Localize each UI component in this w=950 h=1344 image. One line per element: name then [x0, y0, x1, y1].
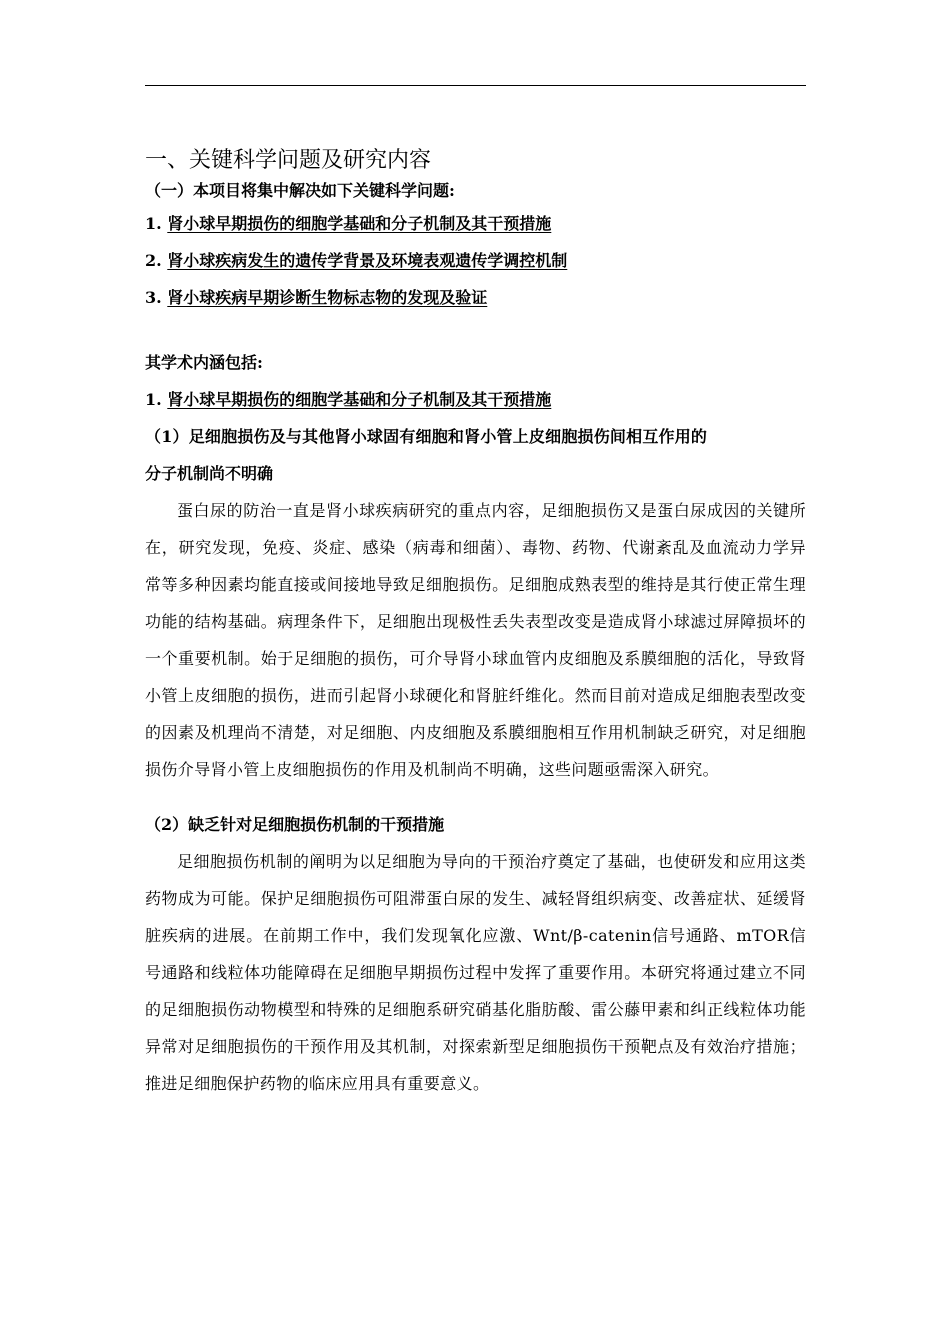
- key-question-1: 1. 肾小球早期损伤的细胞学基础和分子机制及其干预措施: [145, 214, 552, 233]
- connotation-item-1: 1. 肾小球早期损伤的细胞学基础和分子机制及其干预措施: [145, 390, 552, 409]
- document-body: [145, 146, 806, 1102]
- key-question-3: 3. 肾小球疾病早期诊断生物标志物的发现及验证: [145, 288, 488, 307]
- subsection-1-title-line1: （1）足细胞损伤及与其他肾小球固有细胞和肾小管上皮细胞损伤间相互作用的: [145, 427, 708, 446]
- key-questions-subheading: （一）本项目将集中解决如下关键科学问题:: [145, 181, 455, 200]
- subsection-2-paragraph: 足细胞损伤机制的阐明为以足细胞为导向的干预治疗奠定了基础，也使研发和应用这类药物成为可能。保护足细胞损伤可阻滞蛋白尿的发生、减轻肾组织病变、改善症状、延缓肾脏疾病的进展。在前期工作中，我们发现氧化应激、Wnt/β-catenin信号通路、mTOR信号通路和线粒体功能障碍在足细胞早期损伤过程中发挥了重要作用。本研究将通过建立不同的足细胞损伤动物模型和特殊的足细胞系研究硝基化脂肪酸、雷公藤甲素和纠正线粒体功能异常对足细胞损伤的干预作用及其机制，对探索新型足细胞损伤干预靶点及有效治疗措施；推进足细胞保护药物的临床应用具有重要意义。: [145, 852, 806, 1093]
- subsection-1-title-line2: 分子机制尚不明确: [145, 464, 274, 483]
- key-question-2: 2. 肾小球疾病发生的遗传学背景及环境表观遗传学调控机制: [145, 251, 568, 270]
- section-heading: 一、关键科学问题及研究内容: [145, 148, 432, 173]
- header-rule: [145, 85, 806, 86]
- connotation-label: 其学术内涵包括:: [145, 353, 263, 372]
- subsection-2-title: （2）缺乏针对足细胞损伤机制的干预措施: [145, 815, 445, 834]
- subsection-1-paragraph: 蛋白尿的防治一直是肾小球疾病研究的重点内容，足细胞损伤又是蛋白尿成因的关键所在，研究发现，免疫、炎症、感染（病毒和细菌）、毒物、药物、代谢紊乱及血流动力学异常等多种因素均能直接或间接地导致足细胞损伤。足细胞成熟表型的维持是其行使正常生理功能的结构基础。病理条件下，足细胞出现极性丢失表型改变是造成肾小球滤过屏障损坏的一个重要机制。始于足细胞的损伤，可介导肾小球血管内皮细胞及系膜细胞的活化，导致肾小管上皮细胞的损伤，进而引起肾小球硬化和肾脏纤维化。然而目前对造成足细胞表型改变的因素及机理尚不清楚，对足细胞、内皮细胞及系膜细胞相互作用机制缺乏研究，对足细胞损伤介导肾小管上皮细胞损伤的作用及机制尚不明确，这些问题亟需深入研究。: [145, 501, 806, 779]
